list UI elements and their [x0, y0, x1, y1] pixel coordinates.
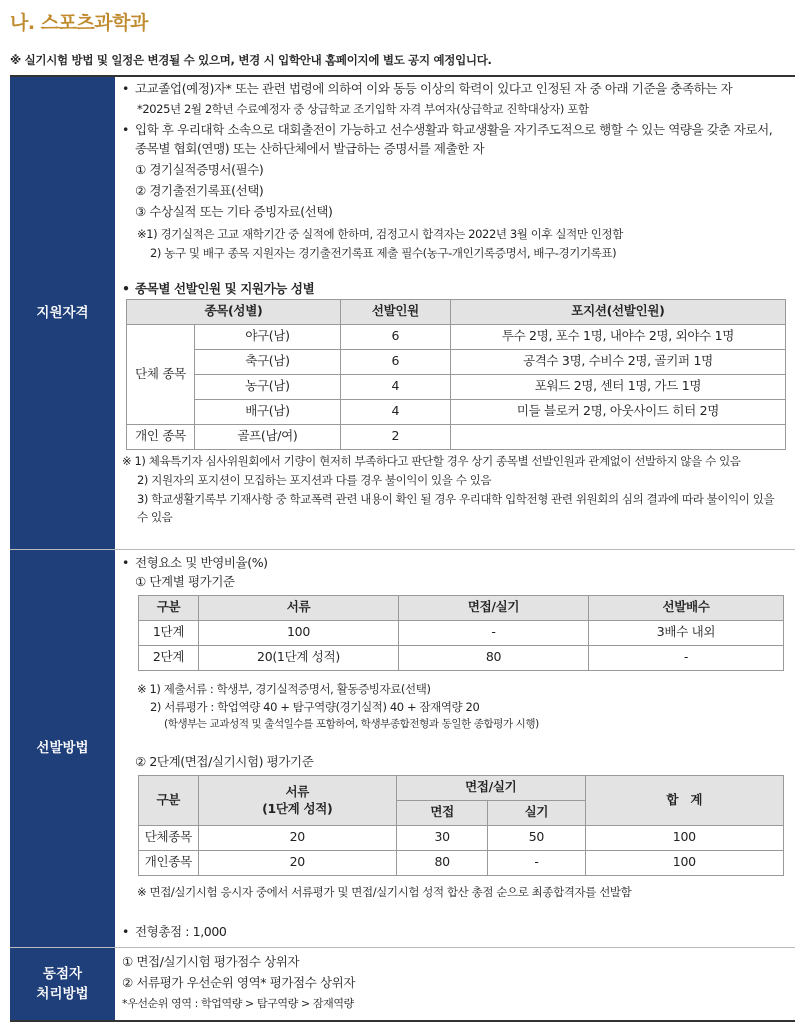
doc-item: ③ 수상실적 또는 기타 증빙자료(선택) [135, 203, 333, 219]
note-text: ※ 1) 체육특기자 심사위원회에서 기량이 현저히 부족하다고 판단할 경우 상기 종목별 선발인원과 관계없이 선발하지 않을 수 있음 [122, 453, 741, 468]
table-row: 배구(남) 4 미들 블로커 2명, 아웃사이드 히터 2명 [127, 399, 786, 424]
note-text: 3) 학교생활기록부 기재사항 중 학교폭력 관련 내용이 확인 될 경우 우리대학 입학전형 관련 위원회의 심의 결과에 따라 불이익이 있을 수 있음 [137, 492, 775, 524]
table-row: 1단계 100 - 3배수 내외 [139, 620, 784, 645]
note-text: ※ 1) 제출서류 : 학생부, 경기실적증명서, 활동증빙자료(선택) [137, 681, 431, 696]
table-row: 축구(남) 6 공격수 3명, 수비수 2명, 골키퍼 1명 [127, 349, 786, 374]
eligibility-row [10, 77, 795, 550]
tiebreak-label: 동점자 처리방법 [10, 948, 115, 1020]
note-text: ※ 면접/실기시험 응시자 중에서 서류평가 및 면접/실기시험 성적 합산 총점 순으로 최종합격자를 선발함 [137, 884, 632, 899]
selection-label: 선발방법 [10, 550, 115, 947]
bullet-item: • 전형총점 : 1,000 [122, 923, 227, 939]
tiebreak-item: ② 서류평가 우선순위 영역* 평가점수 상위자 [122, 975, 355, 990]
note-text: *우선순위 영역 : 학업역량 > 탐구역량 > 잠재역량 [122, 997, 354, 1010]
note-text: 2) 지원자의 포지션이 모집하는 포지션과 다를 경우 불이익이 있을 수 있음 [137, 473, 492, 487]
note-text: 2) 농구 및 배구 종목 지원자는 경기출전기록표 제출 필수(농구-개인기록증명서, 배구-경기기록표) [150, 245, 617, 260]
tiebreak-item: ① 면접/실기시험 평가점수 상위자 [122, 954, 300, 969]
note-text: 2) 서류평가 : 학업역량 40 + 탐구역량(경기실적) 40 + 잠재역량 20 [150, 699, 480, 714]
table-header: 종목(성별) [127, 299, 341, 324]
eligibility-content [115, 77, 795, 549]
bullet-item: • 고교졸업(예정)자* 또는 관련 법령에 의하여 이와 동등 이상의 학력이 있다고 인정된 자 중 아래 기준을 충족하는 자 [122, 81, 733, 96]
table-row: 단체 종목 야구(남) 6 투수 2명, 포수 1명, 내야수 2명, 외야수 1명 [127, 324, 786, 349]
eligibility-label: 지원자격 [10, 77, 115, 549]
note-text: *2025년 2월 2학년 수료예정자 중 상급학교 조기입학 자격 부여자(상급학교 진학대상자) 포함 [137, 101, 589, 116]
sports-title: • 종목별 선발인원 및 지원가능 성별 [122, 281, 315, 296]
selection-row [10, 550, 795, 948]
tiebreak-content [115, 948, 795, 1020]
table-header: 선발인원 [340, 299, 450, 324]
doc-item: ① 경기실적증명서(필수) [135, 161, 264, 177]
section-heading: 나. 스포츠과학과 [10, 12, 148, 34]
sports-table [126, 299, 786, 450]
stage-title: ① 단계별 평가기준 [135, 573, 235, 589]
note-text: (학생부는 교과성적 및 출석일수를 포함하여, 학생부종합전형과 동일한 종합평가 시행) [164, 718, 539, 730]
admission-table [10, 75, 795, 1022]
table-row: 단체종목 20 30 50 100 [139, 825, 784, 850]
stage-table: 구분 서류 면접/실기 선발배수 1단계 100 - 3배수 내외 2단계 20(1단계 성적) 80 - [138, 595, 784, 671]
bullet-item: • 입학 후 우리대학 소속으로 대회출전이 가능하고 선수생활과 학교생활을 자기주도적으로 행할 수 있는 역량을 갖춘 자로서, 종목별 협회(연맹) 또는 산하단체에서 발급하는 증명서를 제출한 자 [122, 122, 773, 156]
group-label: 단체 종목 [127, 324, 195, 424]
stage2-table: 구분 서류 (1단계 성적) 면접/실기 합 계 면접 실기 단체종목 20 30 50 100 개인종목 20 80 - 100 [138, 775, 784, 876]
docs-header: 서류 (1단계 성적) [198, 775, 396, 825]
table-row: 2단계 20(1단계 성적) 80 - [139, 645, 784, 670]
tiebreak-row [10, 948, 795, 1020]
table-row: 개인 종목 골프(남/여) 2 [127, 424, 786, 449]
bullet-item: • 전형요소 및 반영비율(%) [122, 555, 268, 570]
note-text: ※1) 경기실적은 고교 재학기간 중 실적에 한하며, 검정고시 합격자는 2022년 3월 이후 실적만 인정함 [137, 226, 623, 241]
doc-item: ② 경기출전기록표(선택) [135, 182, 264, 198]
table-row: 농구(남) 4 포워드 2명, 센터 1명, 가드 1명 [127, 374, 786, 399]
notice-text: ※ 실기시험 방법 및 일정은 변경될 수 있으며, 변경 시 입학안내 홈페이지에 별도 공지 예정입니다. [10, 53, 492, 67]
table-row: 개인종목 20 80 - 100 [139, 850, 784, 875]
stage2-title: ② 2단계(면접/실기시험) 평가기준 [135, 753, 314, 769]
individual-label: 개인 종목 [127, 424, 195, 449]
table-header: 포지션(선발인원) [450, 299, 785, 324]
selection-content [115, 550, 795, 947]
